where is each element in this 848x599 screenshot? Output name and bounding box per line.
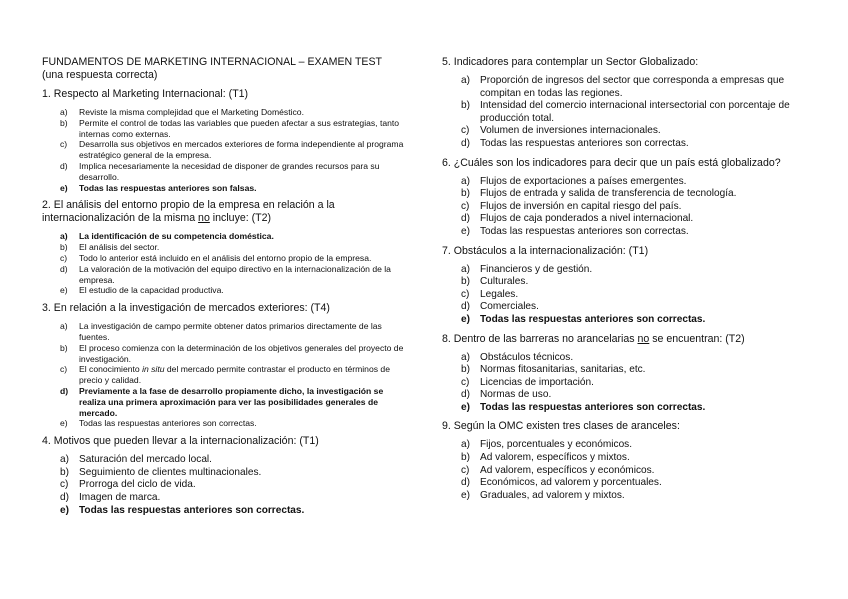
- option-b: b) El análisis del sector.: [60, 242, 160, 253]
- question-text: 8. Dentro de las barreras no arancelarias no se encuentran: (T2): [442, 332, 745, 345]
- option-b: b) Normas fitosanitarias, sanitarias, etc.: [461, 364, 646, 376]
- question-text: 4. Motivos que pueden llevar a la internacionalización: (T1): [42, 435, 319, 448]
- option-c: c) Todo lo anterior está incluido en el análisis del entorno propio de la empresa.: [60, 252, 372, 263]
- option-a-correct: a) La identificación de su competencia doméstica.: [60, 231, 274, 242]
- option-e: e) Graduales, ad valorem y mixtos.: [461, 489, 625, 501]
- option-b: b) Permite el control de todas las variables que pueden afectar a sus estrategias, tanto internas como externas.: [60, 117, 400, 139]
- option-e: e) El estudio de la capacidad productiva.: [60, 285, 224, 296]
- option-a: a) Fijos, porcentuales y económicos.: [461, 439, 633, 451]
- option-b: b) Culturales.: [461, 276, 529, 288]
- option-d: d) Flujos de caja ponderados a nivel internacional.: [461, 213, 694, 225]
- question-2: [42, 199, 404, 296]
- option-c: c) Volumen de inversiones internacionales.: [461, 125, 661, 137]
- option-d: d) Normas de uso.: [461, 389, 552, 401]
- exam-title: FUNDAMENTOS DE MARKETING INTERNACIONAL – EXAMEN TEST (una respuesta correcta): [42, 56, 382, 81]
- option-b: b) El proceso comienza con la determinación de los objetivos generales del proyecto de investigación.: [60, 342, 404, 364]
- option-d-correct: d) Previamente a la fase de desarrollo propiamente dicho, la investigación se realiza una primera aproximación para ver las posibilidades generales de mercado.: [60, 385, 384, 418]
- option-list: [442, 352, 792, 415]
- option-list: [442, 264, 792, 327]
- option-d: d) Todas las respuestas anteriores son correctas.: [461, 137, 689, 149]
- question-text: 9. Según la OMC existen tres clases de aranceles:: [442, 420, 680, 433]
- option-c: c) Prorroga del ciclo de vida.: [60, 479, 196, 491]
- left-column: [42, 56, 404, 523]
- option-c: c) Licencias de importación.: [461, 376, 594, 388]
- question-5: [442, 56, 792, 151]
- option-e: e) Todas las respuestas anteriores son correctas.: [60, 418, 257, 429]
- option-c: c) El conocimiento in situ del mercado permite contrastar el producto en términos de precio y calidad.: [60, 364, 390, 386]
- question-9: [442, 420, 792, 502]
- option-e-correct: e) Todas las respuestas anteriores son correctas.: [60, 504, 305, 516]
- question-text: 3. En relación a la investigación de mercados exteriores: (T4): [42, 302, 330, 315]
- question-4: [42, 435, 404, 517]
- option-b: b) Intensidad del comercio internacional intersectorial con porcentaje de producción total.: [461, 100, 790, 124]
- question-1: [42, 88, 404, 193]
- option-c: c) Desarrolla sus objetivos en mercados exteriores de forma independiente al programa estratégico general de la empresa.: [60, 139, 404, 161]
- option-a: a) Flujos de exportaciones a países emergentes.: [461, 175, 687, 187]
- option-d: d) Comerciales.: [461, 301, 539, 313]
- option-d: d) La valoración de la motivación del equipo directivo en la internacionalización de la empresa.: [60, 263, 391, 285]
- option-a: a) La investigación de campo permite obtener datos primarios directamente de las fuentes.: [60, 321, 382, 342]
- question-text: 7. Obstáculos a la internacionalización: (T1): [442, 244, 649, 257]
- question-3: [42, 302, 404, 429]
- option-a: a) Obstáculos técnicos.: [461, 351, 574, 363]
- question-text: 6. ¿Cuáles son los indicadores para decir que un país está globalizado?: [442, 156, 781, 169]
- option-a: a) Saturación del mercado local.: [60, 454, 212, 466]
- option-e: e) Todas las respuestas anteriores son correctas.: [461, 225, 689, 237]
- option-list: [42, 454, 404, 517]
- option-list: [442, 176, 792, 239]
- option-d: d) Imagen de marca.: [60, 491, 161, 503]
- option-list: [42, 321, 404, 429]
- option-a: a) Financieros y de gestión.: [461, 263, 593, 275]
- option-b: b) Flujos de entrada y salida de transferencia de tecnología.: [461, 188, 737, 200]
- option-e-correct: e) Todas las respuestas anteriores son correctas.: [461, 401, 706, 413]
- option-list: [442, 75, 792, 151]
- question-text: 5. Indicadores para contemplar un Sector Globalizado:: [442, 56, 699, 68]
- option-b: b) Seguimiento de clientes multinacionales.: [60, 466, 262, 478]
- option-c: c) Flujos de inversión en capital riesgo del país.: [461, 200, 682, 212]
- option-c: c) Ad valorem, específicos y económicos.: [461, 464, 655, 476]
- question-6: [442, 157, 792, 239]
- question-text: 2. El análisis del entorno propio de la empresa en relación a la internacionalización de la misma no incluye: (T2): [42, 199, 335, 225]
- option-e-correct: e) Todas las respuestas anteriores son correctas.: [461, 313, 706, 325]
- option-d: d) Implica necesariamente la necesidad de disponer de grandes recursos para su desarrollo.: [60, 160, 380, 182]
- question-7: [442, 245, 792, 327]
- option-a: a) Reviste la misma complejidad que el Marketing Doméstico.: [60, 107, 304, 117]
- question-text: 1. Respecto al Marketing Internacional: (T1): [42, 88, 249, 100]
- option-d: d) Económicos, ad valorem y porcentuales.: [461, 477, 662, 489]
- option-list: [42, 231, 404, 296]
- option-b: b) Ad valorem, específicos y mixtos.: [461, 452, 630, 464]
- right-column: [442, 56, 792, 508]
- question-8: [442, 333, 792, 415]
- option-list: [42, 107, 404, 193]
- option-c: c) Legales.: [461, 288, 519, 300]
- option-e-correct: e) Todas las respuestas anteriores son falsas.: [60, 182, 257, 193]
- option-list: [442, 439, 792, 502]
- option-a: a) Proporción de ingresos del sector que corresponda a empresas que compitan en todas las regiones.: [461, 75, 785, 99]
